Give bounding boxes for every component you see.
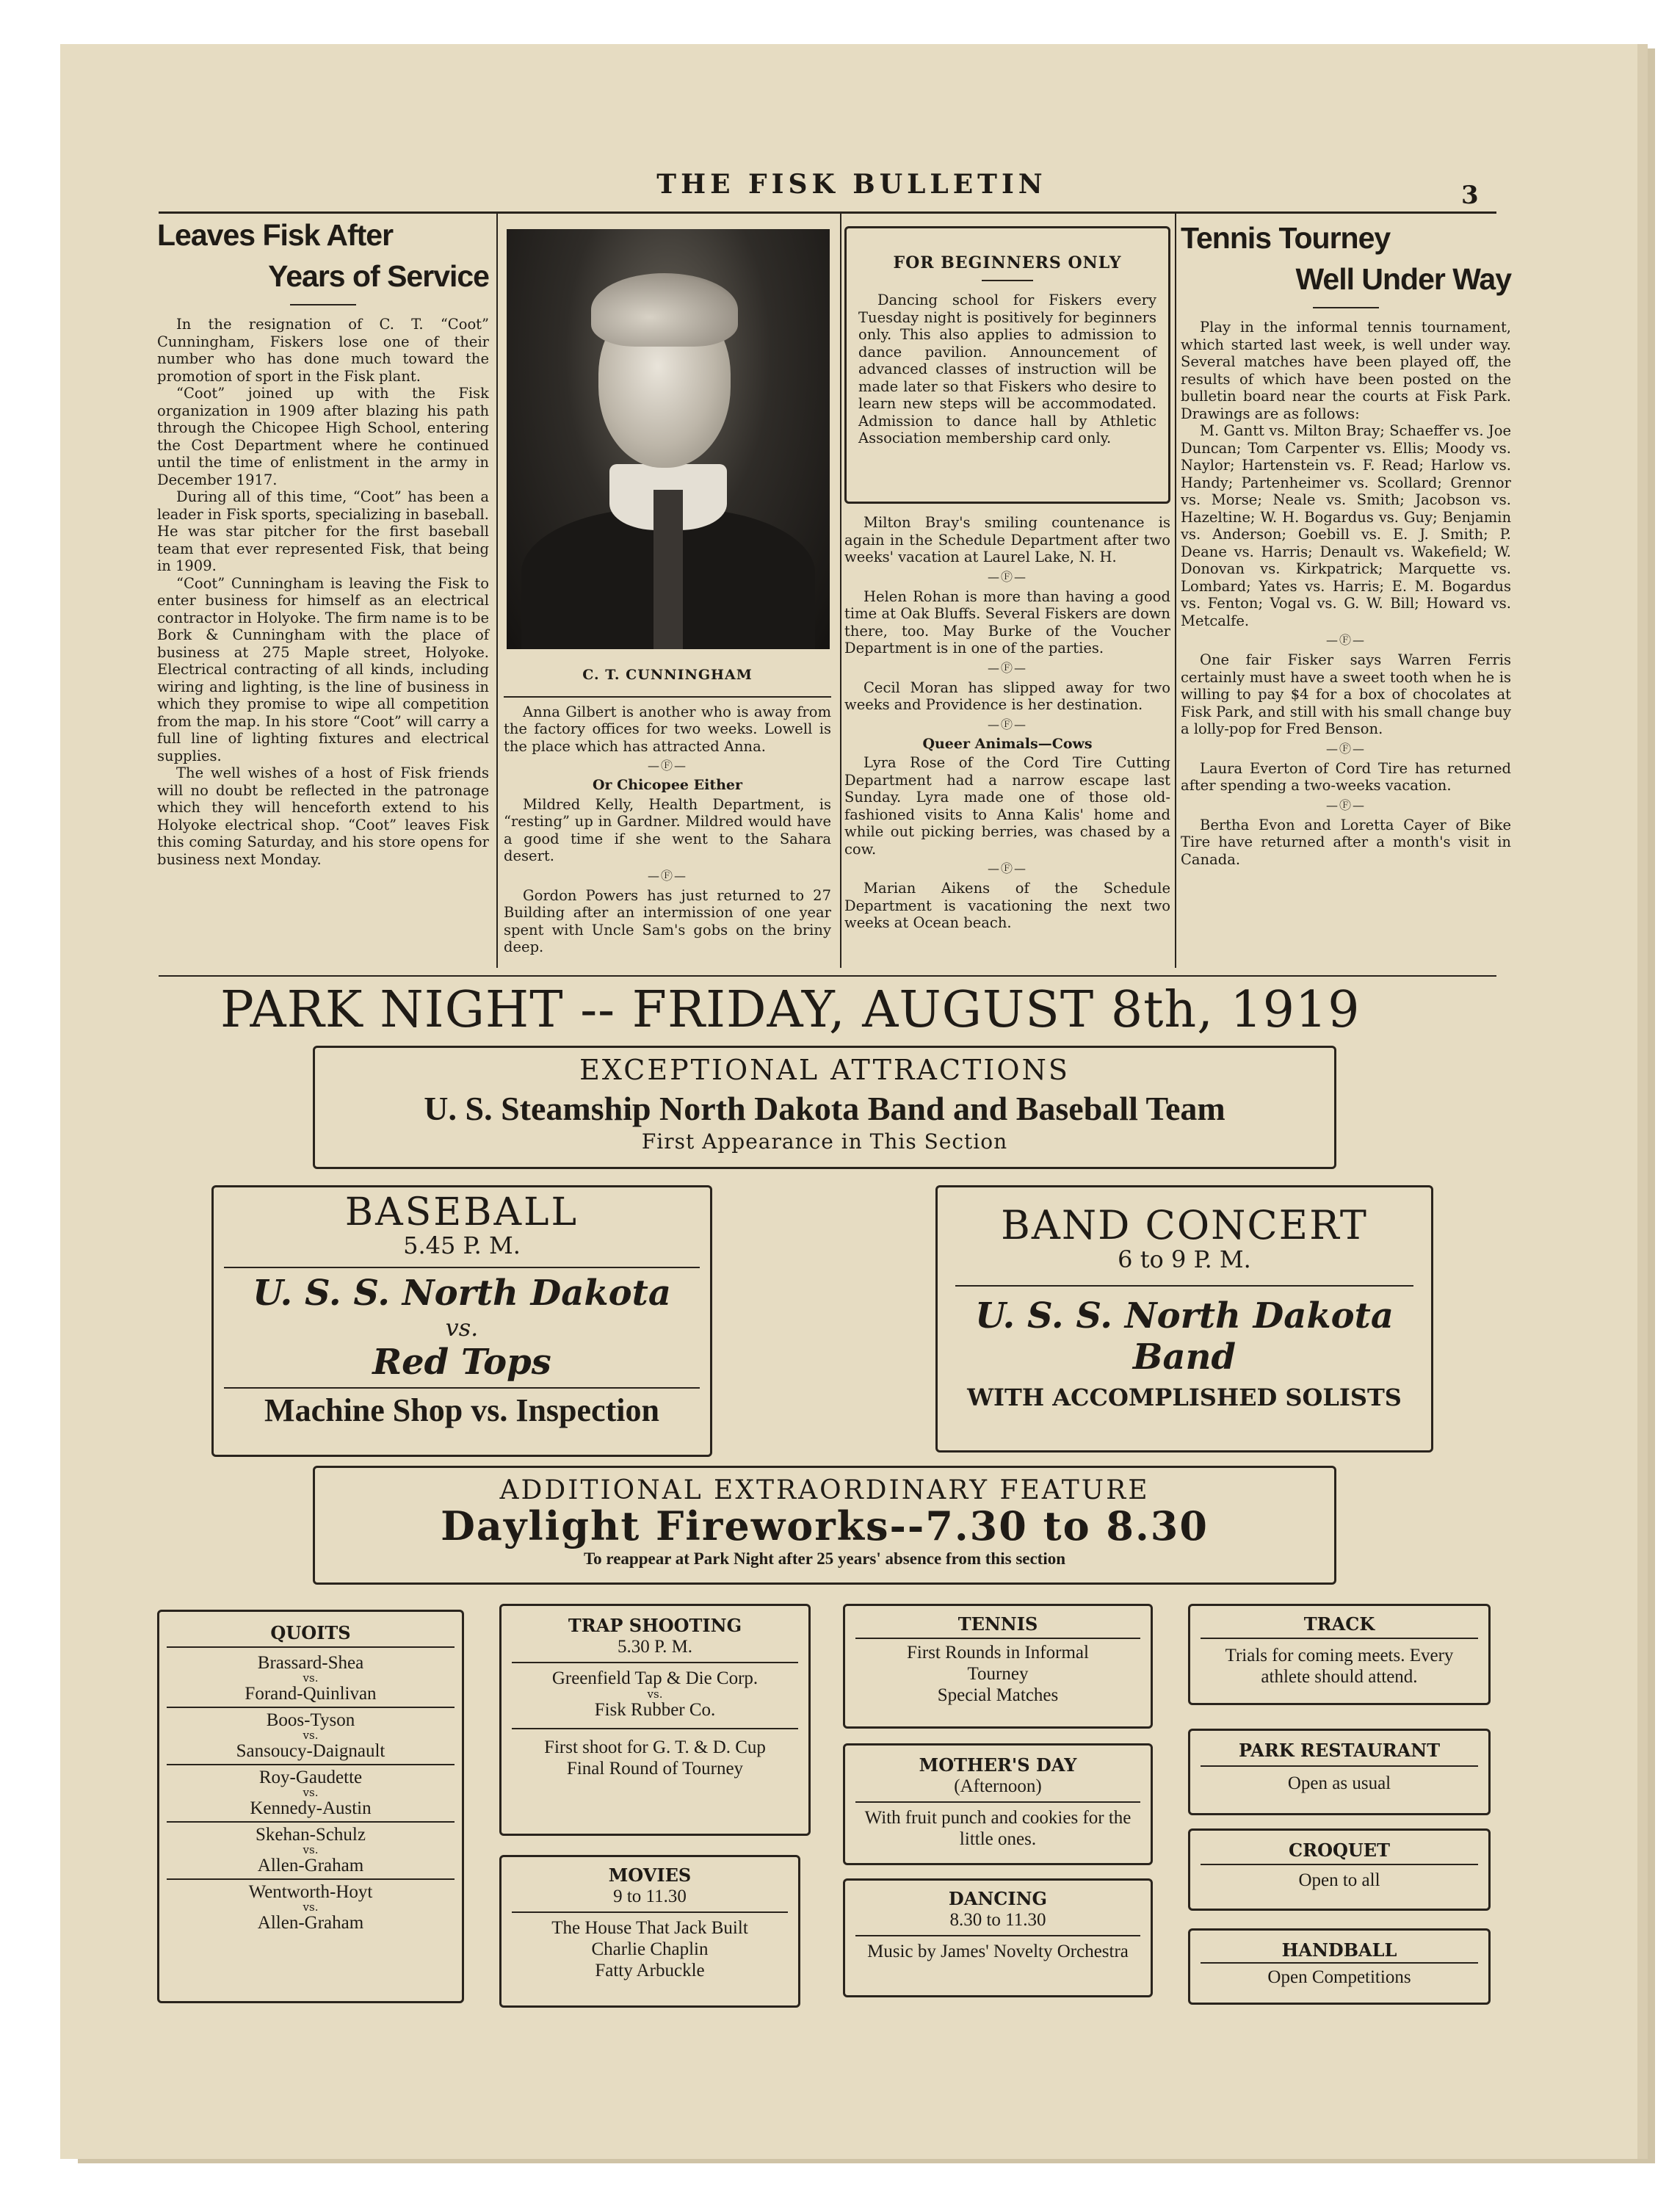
band-time: 6 to 9 P. M. [1118, 1245, 1251, 1273]
subheading: Queer Animals—Cows [922, 735, 1093, 752]
movies-line2: Charlie Chaplin [591, 1939, 709, 1959]
fireworks-heading: ADDITIONAL EXTRAORDINARY FEATURE [499, 1475, 1150, 1505]
quoits-match [167, 1708, 455, 1765]
trap-line1: Greenfield Tap & Die Corp. [551, 1668, 758, 1688]
fisk-separator: —Ⓕ— [647, 868, 687, 883]
section-divider [159, 975, 1496, 977]
band-bottom: WITH ACCOMPLISHED SOLISTS [967, 1383, 1402, 1411]
quoits-match [167, 1651, 455, 1708]
dancing-box [843, 1878, 1153, 1997]
fisk-separator: —Ⓕ— [1325, 797, 1366, 812]
paragraph: Play in the informal tennis tournament, which started last week, is well under way. Several matches have been played off, the results of which have been posted on the bulletin board near the courts at Fisk Park. Drawings are as follows: [1181, 319, 1511, 422]
tennis-box [843, 1604, 1153, 1729]
baseball-vs: vs. [445, 1314, 479, 1342]
quoits-vs: vs. [303, 1786, 319, 1799]
paragraph: Bertha Evon and Loretta Cayer of Bike Tire have returned after a month's visit in Canada. [1181, 816, 1511, 868]
quoits-team-a: Brassard-Shea [257, 1653, 364, 1673]
beginners-box [844, 226, 1170, 504]
event-rule [512, 1911, 788, 1913]
croquet-box [1188, 1828, 1491, 1911]
column-divider [496, 213, 498, 968]
quoits-vs: vs. [303, 1729, 319, 1742]
box-text: Dancing school for Fiskers every Tuesday night is positively for beginners only. This also applies to admission to dance pavilion. Announcement of advanced classes of instruction will be made later so that Fiskers who desire to learn new steps will be accommodated. Admission to dance hall by Athletic Association membership card only. [858, 292, 1156, 446]
event-rule [855, 1638, 1140, 1639]
quoits-vs: vs. [303, 1843, 319, 1856]
quoits-team-b: Sansoucy-Daignault [236, 1741, 385, 1761]
handball-box [1188, 1928, 1491, 2005]
paragraph: In the resignation of C. T. “Coot” Cunningham, Fiskers lose one of their number who has done much toward the promotion of sport in the Fisk plant. [157, 316, 489, 385]
paragraph: “Coot” Cunningham is leaving the Fisk to enter business for himself as an electrical contractor in Holyoke. The firm name is to be Bork & Cunningham with the place of business at 275 Maple street, Holyoke. Electrical contracting of all kinds, including wiring and lighting, is the line of business in which they promise to wipe all competition from the map. In his store “Coot” will carry a full line of lighting fixtures and electrical supplies. [157, 574, 489, 764]
fireworks-main: Daylight Fireworks--7.30 to 8.30 [441, 1502, 1209, 1549]
fisk-separator: —Ⓕ— [1325, 633, 1366, 647]
paragraph: Lyra Rose of the Cord Tire Cutting Department had a narrow escape last Sunday. Lyra made one of those old-fashioned visits to Anna Kalis' home and while out picking berries, was chased by a cow. [844, 754, 1170, 858]
paragraph: Cecil Moran has slipped away for two weeks and Providence is her destination. [844, 679, 1170, 713]
dancing-line1: Music by James' Novelty Orchestra [867, 1942, 1129, 1961]
trap-line4: Final Round of Tourney [566, 1759, 744, 1779]
band-heading: BAND CONCERT [1001, 1202, 1368, 1248]
event-rule [1201, 1638, 1478, 1639]
quoits-team-a: Boos-Tyson [266, 1710, 355, 1730]
quoits-match [167, 1765, 455, 1823]
portrait-hair [591, 273, 738, 347]
baseball-heading: BASEBALL [344, 1190, 579, 1234]
quoits-box [157, 1610, 464, 2003]
trap-time: 5.30 P. M. [617, 1637, 693, 1657]
headline-rule [290, 304, 356, 305]
column-divider [1175, 213, 1176, 968]
dancing-time: 8.30 to 11.30 [949, 1910, 1046, 1930]
movies-time: 9 to 11.30 [613, 1887, 687, 1906]
attractions-sub: First Appearance in This Section [641, 1129, 1008, 1154]
park-night-title: PARK NIGHT -- FRIDAY, AUGUST 8th, 1919 [220, 981, 1361, 1039]
quoits-team-a: Skehan-Schulz [256, 1825, 366, 1845]
paragraph: Anna Gilbert is another who is away from the factory offices for two weeks. Lowell is the place which has attracted Anna. [504, 703, 831, 755]
track-box [1188, 1604, 1491, 1705]
movies-box [499, 1855, 800, 2008]
headline-line2: Years of Service [268, 259, 489, 293]
baseball-team1: U. S. S. North Dakota [253, 1273, 671, 1314]
band-line1: U. S. S. North Dakota [975, 1295, 1394, 1336]
fisk-separator: —Ⓕ— [1325, 741, 1366, 756]
paragraph: Marian Aikens of the Schedule Department is vacationing the next two weeks at Ocean beach. [844, 880, 1170, 931]
quoits-matches [167, 1651, 455, 1936]
paragraph: “Coot” joined up with the Fisk organization in 1909 after blazing his path through the Chicopee High School, entering the Cost Department where he continued until the time of enlistment in the army in December 1917. [157, 385, 489, 488]
mothers-line1: With fruit punch and cookies for the little ones. [864, 1808, 1132, 1849]
croquet-line1: Open to all [1298, 1870, 1380, 1890]
fireworks-box [313, 1466, 1336, 1585]
track-line1: Trials for coming meets. Every athlete should attend. [1225, 1646, 1454, 1687]
quoits-match [167, 1823, 455, 1880]
mothers-day-box [843, 1743, 1153, 1865]
portrait-photo [507, 229, 830, 649]
trap-shooting-box [499, 1604, 811, 1836]
trap-line2: Fisk Rubber Co. [594, 1700, 716, 1720]
portrait-tie [653, 490, 683, 649]
quoits-match [167, 1880, 455, 1936]
tennis-line1: First Rounds in Informal Tourney [907, 1643, 1089, 1684]
page-number: 3 [1461, 181, 1479, 210]
event-rule [167, 1646, 455, 1648]
exceptional-attractions-box [313, 1046, 1336, 1169]
trap-line3: First shoot for G. T. & D. Cup [544, 1737, 766, 1757]
quoits-team-b: Allen-Graham [257, 1913, 364, 1933]
attractions-heading: EXCEPTIONAL ATTRACTIONS [579, 1054, 1070, 1086]
tennis-heading: TENNIS [957, 1613, 1038, 1635]
event-rule [1201, 1765, 1478, 1767]
headline-line1: Tennis Tourney [1181, 221, 1391, 255]
tennis-line2: Special Matches [937, 1685, 1059, 1705]
event-rule [1201, 1864, 1478, 1865]
headline-line2: Well Under Way [1295, 262, 1511, 296]
column-divider [840, 213, 841, 968]
baseball-bottom: Machine Shop vs. Inspection [264, 1392, 659, 1428]
quoits-team-a: Wentworth-Hoyt [248, 1882, 373, 1902]
band-rule [955, 1285, 1413, 1287]
column-3 [844, 514, 1170, 932]
quoits-heading: QUOITS [270, 1622, 351, 1643]
baseball-box [211, 1185, 712, 1457]
quoits-vs: vs. [303, 1900, 319, 1914]
column-2 [504, 667, 831, 956]
trap-vs: vs. [647, 1687, 663, 1701]
croquet-heading: CROQUET [1289, 1840, 1390, 1861]
event-rule [512, 1662, 798, 1663]
restaurant-heading: PARK RESTAURANT [1238, 1740, 1441, 1761]
fisk-separator: —Ⓕ— [987, 569, 1027, 584]
band-concert-box [935, 1185, 1433, 1453]
track-heading: TRACK [1303, 1613, 1375, 1635]
event-rule [512, 1728, 798, 1729]
trap-heading: TRAP SHOOTING [568, 1615, 742, 1636]
photo-caption: C. T. CUNNINGHAM [582, 667, 753, 683]
headline-line1: Leaves Fisk After [157, 218, 394, 252]
quoits-team-a: Roy-Gaudette [258, 1768, 363, 1787]
paragraph: During all of this time, “Coot” has been a leader in Fisk sports, specializing in baseball. He was star pitcher for the first baseball team that ever represented Fisk, that being in 1909. [157, 488, 489, 574]
header-rule [159, 211, 1496, 214]
caption-rule [504, 696, 831, 698]
event-rule [855, 1935, 1140, 1936]
quoits-team-b: Forand-Quinlivan [245, 1684, 377, 1704]
baseball-time: 5.45 P. M. [403, 1231, 521, 1259]
quoits-vs: vs. [303, 1671, 319, 1685]
paragraph: Milton Bray's smiling countenance is again in the Schedule Department after two weeks' vacation at Laurel Lake, N. H. [844, 514, 1170, 565]
movies-heading: MOVIES [608, 1864, 692, 1886]
headline-rule [1313, 307, 1379, 308]
restaurant-line1: Open as usual [1287, 1773, 1391, 1793]
paragraph: The well wishes of a host of Fisk friends will no doubt be reflected in the patronage which they will henceforth extend to his Holyoke electrical shop. “Coot” leaves Fisk this coming Saturday, and his store opens for business next Monday. [157, 764, 489, 868]
box-title: FOR BEGINNERS ONLY [893, 253, 1122, 272]
park-restaurant-box [1188, 1729, 1491, 1815]
subheading: Or Chicopee Either [592, 777, 743, 793]
baseball-team2: Red Tops [372, 1342, 551, 1383]
fisk-separator: —Ⓕ— [987, 717, 1027, 731]
event-rule [1201, 1962, 1478, 1964]
paragraph: M. Gantt vs. Milton Bray; Schaeffer vs. Joe Duncan; Tom Carpenter vs. Ellis; Moody vs. Naylor; Hartenstein vs. F. Read; Harlow vs. Handy; Partenheimer vs. Scollard; Grennor vs. Morse; Neale vs. Smith; Jacobson vs. Hazeltine; W. H. Bogardus vs. Guy; Benjamin vs. Anderson; Goebill vs. E. J. Smith; P. Deane vs. Harris; Denault vs. Wakefield; W. Donovan vs. Kirkpatrick; Marquette vs. Lombard; Yates vs. Harris; E. M. Bogardus vs. Fenton; Vogal vs. G. W. Bill; Howard vs. Metcalfe. [1181, 422, 1511, 629]
baseball-rule [224, 1387, 700, 1389]
article-leaves-fisk [157, 214, 489, 868]
movies-line1: The House That Jack Built [551, 1918, 748, 1938]
quoits-team-b: Kennedy-Austin [250, 1798, 372, 1818]
paragraph: Mildred Kelly, Health Department, is “resting” up in Gardner. Mildred would have a good time if she went to the Sahara desert. [504, 795, 831, 864]
attractions-main: U. S. Steamship North Dakota Band and Baseball Team [424, 1090, 1225, 1127]
fisk-separator: —Ⓕ— [647, 759, 687, 773]
mothers-heading: MOTHER'S DAY [919, 1754, 1077, 1776]
fisk-separator: —Ⓕ— [987, 861, 1027, 875]
box-rule [982, 280, 1033, 281]
paragraph: Helen Rohan is more than having a good time at Oak Bluffs. Several Fiskers are down there, too. May Burke of the Voucher Department is in one of the parties. [844, 587, 1170, 656]
mothers-sub: (Afternoon) [954, 1776, 1042, 1796]
handball-heading: HANDBALL [1281, 1939, 1397, 1961]
article-tennis-tourney [1181, 217, 1511, 868]
paragraph: One fair Fisker says Warren Ferris certainly must have a sweet tooth when he is willing to pay $4 for a box of chocolates at Fisk Park, and still with his small change buy a lolly-pop for Fred Benson. [1181, 651, 1511, 737]
paragraph: Laura Everton of Cord Tire has returned after spending a two-weeks vacation. [1181, 759, 1511, 794]
handball-line1: Open Competitions [1267, 1967, 1411, 1987]
movies-line3: Fatty Arbuckle [595, 1961, 705, 1980]
fisk-separator: —Ⓕ— [987, 660, 1027, 675]
fireworks-sub: To reappear at Park Night after 25 years' absence from this section [583, 1549, 1066, 1568]
baseball-rule [224, 1267, 700, 1268]
quoits-team-b: Allen-Graham [257, 1856, 364, 1875]
dancing-heading: DANCING [948, 1888, 1048, 1909]
band-line2: Band [1132, 1336, 1237, 1378]
page-title: THE FISK BULLETIN [656, 169, 1047, 200]
paragraph: Gordon Powers has just returned to 27 Building after an intermission of one year spent with Uncle Sam's gobs on the briny deep. [504, 886, 831, 955]
event-rule [855, 1801, 1140, 1803]
